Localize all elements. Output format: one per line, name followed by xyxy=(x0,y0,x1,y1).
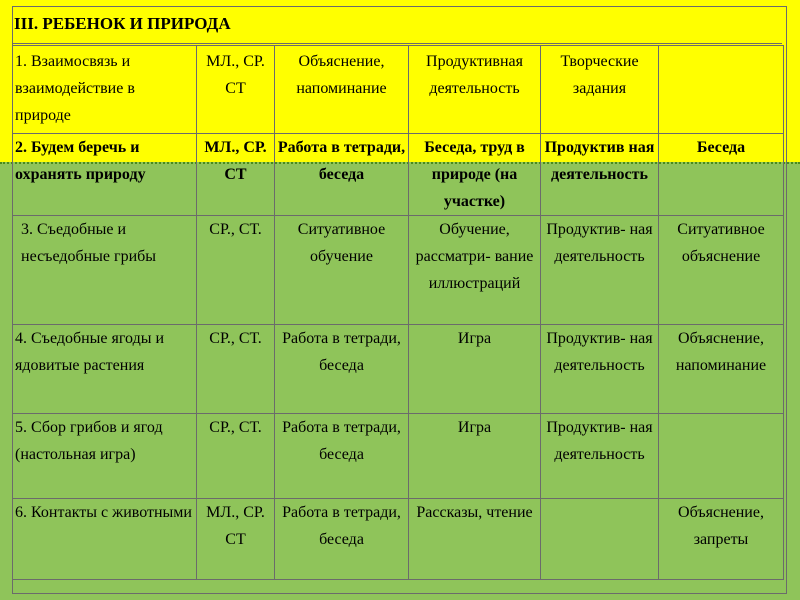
method-cell: Объяснение, напоминание xyxy=(275,46,409,134)
topic-cell: 5. Сбор грибов и ягод (настольная игра) xyxy=(13,414,197,499)
age-group-cell: СР., СТ. xyxy=(197,216,275,325)
method-cell: Ситуативное объяснение xyxy=(659,216,784,325)
method-cell: Работа в тетради, беседа xyxy=(275,414,409,499)
table-row xyxy=(13,216,784,325)
method-cell xyxy=(541,499,659,580)
table-row xyxy=(13,325,784,414)
method-cell: Обучение, рассматри- вание иллюстраций xyxy=(409,216,541,325)
topic-cell: 6. Контакты с животными xyxy=(13,499,197,580)
method-cell: Объяснение, запреты xyxy=(659,499,784,580)
method-cell: Работа в тетради, беседа xyxy=(275,325,409,414)
method-cell xyxy=(659,414,784,499)
method-cell: Работа в тетради, беседа xyxy=(275,499,409,580)
table-title: III. РЕБЕНОК И ПРИРОДА xyxy=(12,6,782,44)
method-cell: Беседа, труд в природе (на участке) xyxy=(409,134,541,216)
topic-cell: 3. Съедобные и несъедобные грибы xyxy=(13,216,197,325)
method-cell xyxy=(659,46,784,134)
method-cell: Продуктив- ная деятельность xyxy=(541,414,659,499)
topic-cell: 2. Будем беречь и охранять природу xyxy=(13,134,197,216)
age-group-cell: МЛ., СР. СТ xyxy=(197,499,275,580)
method-cell: Игра xyxy=(409,414,541,499)
method-cell: Объяснение, напоминание xyxy=(659,325,784,414)
age-group-cell: СР., СТ. xyxy=(197,325,275,414)
method-cell: Работа в тетради, беседа xyxy=(275,134,409,216)
method-cell: Продуктив- ная деятельность xyxy=(541,325,659,414)
topic-cell: 4. Съедобные ягоды и ядовитые растения xyxy=(13,325,197,414)
method-cell: Творческие задания xyxy=(541,46,659,134)
method-cell: Продуктив ная деятельность xyxy=(541,134,659,216)
program-table xyxy=(12,45,784,580)
method-cell: Игра xyxy=(409,325,541,414)
method-cell: Рассказы, чтение xyxy=(409,499,541,580)
age-group-cell: СР., СТ. xyxy=(197,414,275,499)
age-group-cell: МЛ., СР. СТ xyxy=(197,134,275,216)
table-row xyxy=(13,414,784,499)
table-row xyxy=(13,499,784,580)
table-row xyxy=(13,46,784,134)
topic-cell: 1. Взаимосвязь и взаимодействие в природе xyxy=(13,46,197,134)
method-cell: Беседа xyxy=(659,134,784,216)
age-group-cell: МЛ., СР. СТ xyxy=(197,46,275,134)
table-row xyxy=(13,134,784,216)
method-cell: Продуктивная деятельность xyxy=(409,46,541,134)
method-cell: Продуктив- ная деятельность xyxy=(541,216,659,325)
method-cell: Ситуативное обучение xyxy=(275,216,409,325)
